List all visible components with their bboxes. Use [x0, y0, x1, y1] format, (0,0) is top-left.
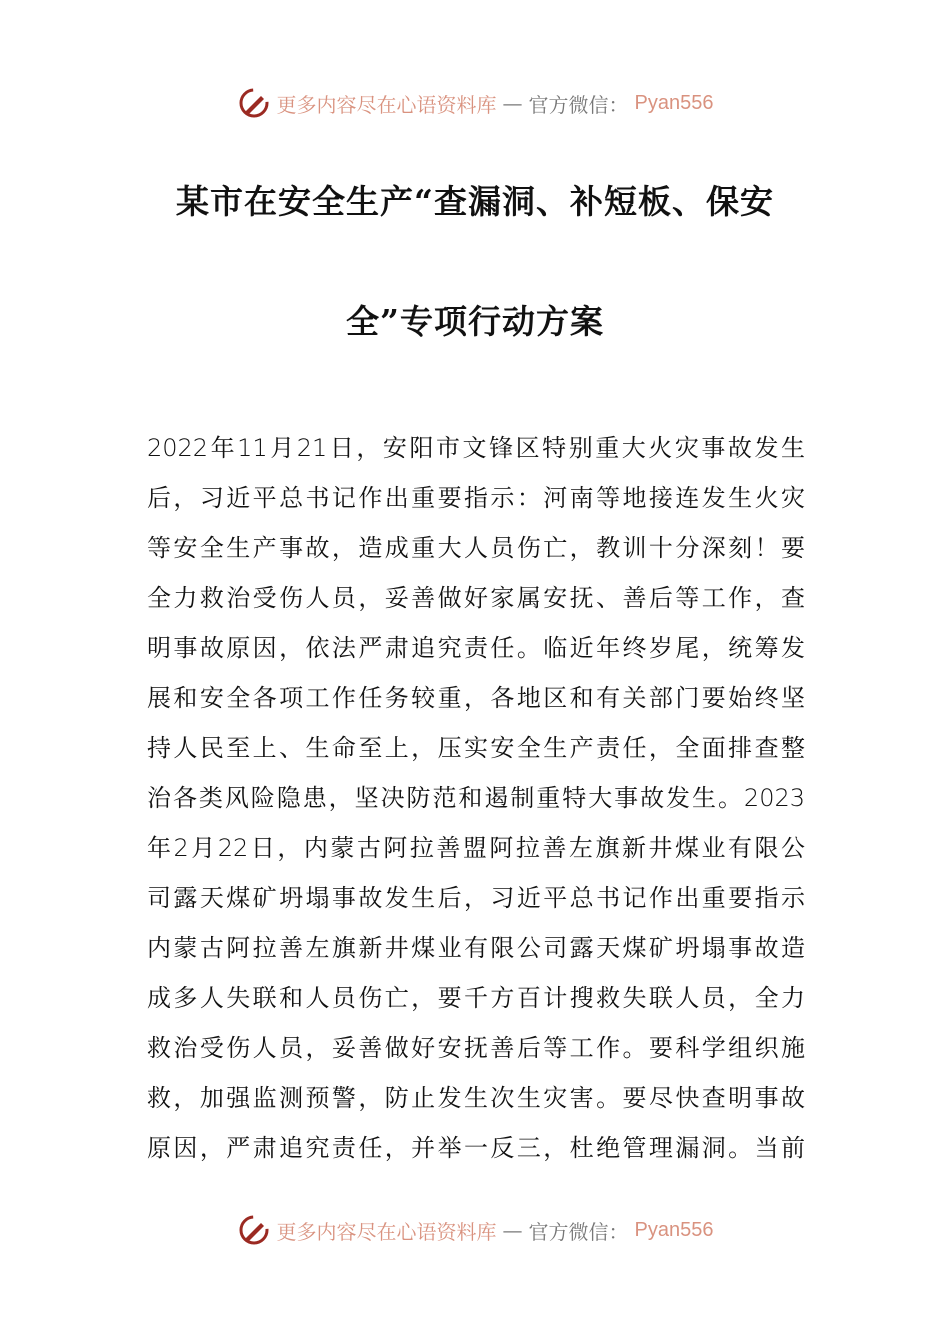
- watermark-wechat-id: Pyan556: [634, 91, 714, 114]
- footer-watermark: [0, 1210, 950, 1250]
- watermark-sep: —: [502, 1218, 523, 1242]
- body-line: 2022年11月21日，安阳市文锋区特别重大火灾事故发生: [147, 434, 805, 462]
- watermark-site: 更多内容尽在心语资料库: [276, 1219, 497, 1244]
- pen-logo-icon: [237, 1213, 271, 1247]
- body-line: 年2月22日，内蒙古阿拉善盟阿拉善左旗新井煤业有限公: [147, 834, 805, 862]
- watermark-wechat-label: 官方微信：: [528, 92, 629, 117]
- body-line: 司露天煤矿坍塌事故发生后，习近平总书记作出重要指示: [147, 884, 805, 912]
- watermark-site: 更多内容尽在心语资料库: [276, 92, 497, 117]
- header-watermark: [0, 83, 950, 123]
- body-line: 展和安全各项工作任务较重，各地区和有关部门要始终坚: [147, 684, 805, 712]
- body-line: 原因，严肃追究责任，并举一反三，杜绝管理漏洞。当前: [147, 1134, 805, 1162]
- body-line: 全力救治受伤人员，妥善做好家属安抚、善后等工作，查: [147, 584, 805, 612]
- pen-logo-icon: [237, 86, 271, 120]
- watermark-sep: —: [502, 91, 523, 115]
- body-line: 救，加强监测预警，防止发生次生灾害。要尽快查明事故: [147, 1084, 805, 1112]
- doc-title-line-1: 某市在安全生产“查漏洞、补短板、保安: [176, 182, 774, 221]
- body-line: 救治受伤人员，妥善做好安抚善后等工作。要科学组织施: [147, 1034, 805, 1062]
- body-line: 持人民至上、生命至上，压实安全生产责任，全面排查整: [147, 734, 805, 762]
- body-line: 等安全生产事故，造成重大人员伤亡，教训十分深刻！要: [147, 534, 805, 562]
- body-line: 明事故原因，依法严肃追究责任。临近年终岁尾，统筹发: [147, 634, 805, 662]
- watermark-wechat-label: 官方微信：: [528, 1219, 629, 1244]
- body-line: 后，习近平总书记作出重要指示：河南等地接连发生火灾: [147, 484, 805, 512]
- body-line: 内蒙古阿拉善左旗新井煤业有限公司露天煤矿坍塌事故造: [147, 934, 805, 962]
- watermark-wechat-id: Pyan556: [634, 1218, 714, 1241]
- doc-title-line-2: 全”专项行动方案: [346, 302, 604, 341]
- doc-body: [147, 430, 805, 1180]
- body-line: 成多人失联和人员伤亡，要千方百计搜救失联人员，全力: [147, 984, 805, 1012]
- body-line: 治各类风险隐患，坚决防范和遏制重特大事故发生。2023: [147, 784, 805, 812]
